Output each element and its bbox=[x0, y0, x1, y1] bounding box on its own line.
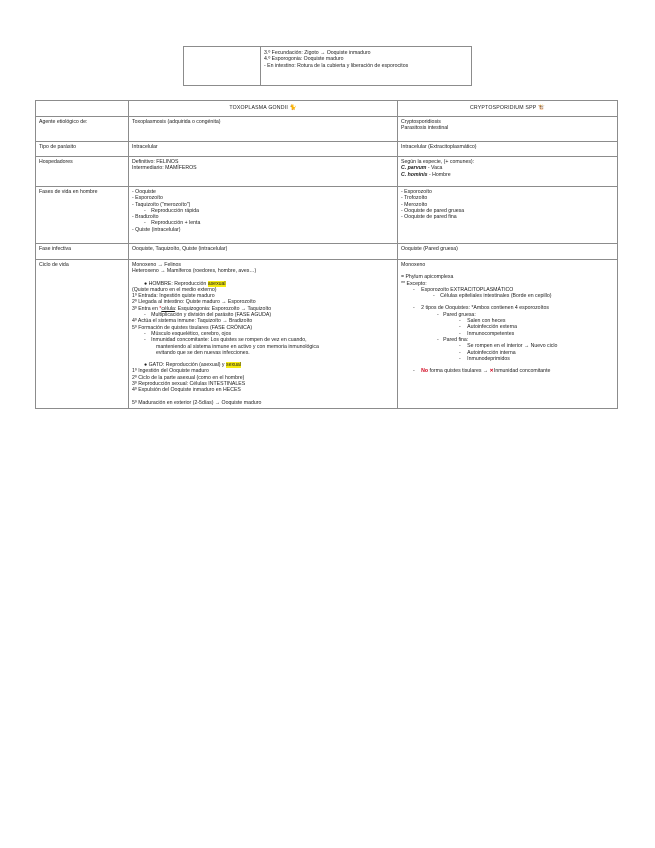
header-cryptosporidium bbox=[398, 101, 618, 117]
top-text-cell bbox=[261, 47, 472, 86]
crypto-subline: - Pared fina: bbox=[437, 336, 469, 343]
toxo-subline: - Reproducción rápida bbox=[144, 207, 200, 214]
row-hospedadores bbox=[36, 157, 618, 187]
crypto-subline: - Células epiteliales intestinales (Borde en cepillo) bbox=[433, 293, 552, 300]
toxo-line: Definitivo: FELINOS bbox=[132, 159, 179, 165]
toxo-cell bbox=[129, 244, 398, 260]
crypto-subline: - Se rompen en el interior → Nuevo ciclo bbox=[459, 343, 558, 350]
crypto-line: ** Excepto: bbox=[401, 280, 427, 287]
hombre-heading: ● HOMBRE: Reproducción asexual bbox=[144, 280, 226, 287]
header-toxoplasma bbox=[129, 101, 398, 117]
toxo-line: - Esporozoíto bbox=[132, 195, 163, 202]
cow-icon: 🐮 bbox=[537, 105, 546, 112]
crypto-subline: - No forma quistes tisulares → ✕Inmunidad concomitante bbox=[413, 368, 551, 375]
crypto-line: Ooquiste (Pared gruesa) bbox=[401, 246, 458, 252]
crypto-title: CRYPTOSPORIDIUM SPP bbox=[469, 105, 537, 112]
top-blank-cell bbox=[184, 47, 261, 86]
crypto-subline: - Pared gruesa: bbox=[437, 311, 476, 318]
no-label: No bbox=[421, 368, 429, 375]
toxo-cell bbox=[129, 117, 398, 142]
toxo-line: 5º Formación de quistes tisulares (FASE CRÓNICA) bbox=[132, 324, 253, 331]
row-label: Hospedadores bbox=[36, 157, 129, 187]
toxo-line: - Quiste (intracelular) bbox=[132, 226, 181, 233]
toxo-cell bbox=[129, 142, 398, 157]
crypto-line: - Ooquiste de pared gruesa bbox=[401, 207, 465, 214]
row-ciclo bbox=[36, 260, 618, 409]
toxo-title: TOXOPLASMA GONDII bbox=[229, 105, 288, 112]
toxo-line: 2º Ciclo de la parte asexual (como en el hombre) bbox=[132, 374, 245, 381]
toxo-line: Monoxeno → Felinos bbox=[132, 262, 182, 268]
header-blank bbox=[36, 101, 129, 117]
asexual-highlight: asexual bbox=[207, 280, 226, 287]
crypto-cell bbox=[398, 117, 618, 142]
row-label: Ciclo de vida bbox=[36, 260, 129, 409]
sexual-highlight: sexual bbox=[225, 362, 241, 369]
toxo-line: Ooquiste, Taquizoíto, Quiste (intracelular) bbox=[132, 246, 228, 252]
crypto-cell bbox=[398, 157, 618, 187]
intestino-line: - En intestino: Rotura de la cubierta y liberación de esporocitos bbox=[264, 62, 409, 69]
toxo-subline: - Multiplicación y división del parásito (FASE AGUDA) bbox=[144, 312, 272, 319]
row-fase-infectiva bbox=[36, 244, 618, 260]
toxo-subline-cont: evitando que se den nuevas infecciones. bbox=[156, 349, 250, 356]
crypto-subline: - Autoinfección interna bbox=[459, 349, 516, 356]
toxo-line: - Taquizoíto ("merozoíto") bbox=[132, 201, 191, 208]
toxo-line: 5º Maduración en exterior (2-5días) → Ooquiste maduro bbox=[132, 399, 262, 406]
toxo-line: 4º Expulsión del Ooquiste inmaduro en HECES bbox=[132, 387, 241, 394]
row-label: Fase infectiva bbox=[36, 244, 129, 260]
toxo-line: - Bradizoíto bbox=[132, 214, 159, 221]
crypto-line: - Trofozoíto bbox=[401, 195, 428, 202]
crypto-cell bbox=[398, 260, 618, 409]
row-label: Fases de vida en hombre bbox=[36, 187, 129, 244]
species-name: C. hominis bbox=[401, 171, 428, 178]
comparison-table bbox=[35, 100, 618, 409]
toxo-cell bbox=[129, 260, 398, 409]
toxo-subline-cont: manteniendo al sistema inmune en activo y con memoria inmunológica bbox=[156, 343, 319, 350]
crypto-line: Intracelular (Extracitoplasmático) bbox=[401, 144, 477, 150]
crypto-line: Monoxeno bbox=[401, 262, 426, 268]
crypto-line: - Ooquiste de pared fina bbox=[401, 214, 457, 221]
row-tipo bbox=[36, 142, 618, 157]
crypto-line: - Merozoíto bbox=[401, 201, 428, 208]
toxo-line: Toxoplasmosis (adquirida o congénita) bbox=[132, 119, 221, 125]
crypto-subline: - Salen con heces bbox=[459, 318, 506, 325]
species-host: - Hombre bbox=[428, 171, 451, 178]
toxo-cell bbox=[129, 157, 398, 187]
toxo-line: 1º Ingestión del Ooquiste maduro bbox=[132, 368, 209, 375]
row-label: Agente etiológico de: bbox=[36, 117, 129, 142]
toxo-line: Intermediario: MAMÍFEROS bbox=[132, 165, 197, 172]
bullet-icon: ● bbox=[144, 280, 148, 287]
row-label: Tipo de parásito bbox=[36, 142, 129, 157]
bullet-icon: ● bbox=[144, 362, 148, 369]
row-agente bbox=[36, 117, 618, 142]
toxo-line: 1º Entrada: Ingestión quiste maduro bbox=[132, 293, 215, 300]
species-name: C. parvum bbox=[401, 165, 427, 172]
esporogonia-line: 4.º Esporogonia: Ooquiste maduro bbox=[264, 56, 344, 63]
crypto-subline: - Inmunodeprimidos bbox=[459, 355, 510, 362]
toxo-subline: - Inmunidad concomitante: Los quistes se rompen de vez en cuando, bbox=[144, 337, 307, 344]
crypto-cell bbox=[398, 244, 618, 260]
crypto-line: Cryptosporidiosis bbox=[401, 119, 441, 125]
toxo-line: 4º Actúa el sistema inmune: Taquizoíto → Bradizoíto bbox=[132, 318, 253, 325]
species-host: - Vaca bbox=[427, 165, 443, 172]
toxo-subline: - Reproducción + lenta bbox=[144, 220, 201, 227]
crypto-subline: - 2 tipos de Ooquistes: *Ambos contienen 4 esporozoítos bbox=[413, 305, 549, 312]
row-fases bbox=[36, 187, 618, 244]
cross-icon: ✕ bbox=[489, 368, 494, 375]
toxo-line: 3º Entra en *célula: Esquizogonia: Esporozoíto → Taquizoíto bbox=[132, 305, 272, 312]
asterisk-mark: * bbox=[159, 305, 162, 312]
cat-icon: 🐈 bbox=[289, 105, 297, 112]
crypto-line bbox=[401, 172, 614, 178]
toxo-line: - Ooquiste bbox=[132, 189, 156, 195]
toxo-line: Intracelular bbox=[132, 144, 158, 150]
crypto-line: Parasitosis intestinal bbox=[401, 125, 449, 132]
crypto-line: Según la especie, (+ comunes): bbox=[401, 159, 475, 165]
toxo-cell bbox=[129, 187, 398, 244]
toxo-line: 2º Llegada al intestino: Quiste maduro → Esporozoíto bbox=[132, 299, 256, 306]
crypto-subline: - Inmunocompetentes bbox=[459, 330, 515, 337]
crypto-line: = Phylum apicomplexa bbox=[401, 274, 454, 281]
toxo-subline: - Músculo esquelético, cerebro, ojos bbox=[144, 330, 232, 337]
top-summary-table bbox=[183, 46, 472, 86]
crypto-line: - Esporozoíto bbox=[401, 189, 432, 195]
crypto-cell bbox=[398, 142, 618, 157]
crypto-cell bbox=[398, 187, 618, 244]
header-row bbox=[36, 101, 618, 117]
toxo-line: Heteroxeno → Mamíferos (roedores, hombre, aves…) bbox=[132, 268, 257, 275]
toxo-line: 3º Reproducción sexual: Células INTESTINALES bbox=[132, 381, 246, 388]
crypto-subline: - Esporozoíto EXTRACITOPLASMÁTICO bbox=[413, 286, 514, 293]
fecundacion-line: 3.º Fecundación: Zigoto → Ooquiste inmaduro bbox=[264, 50, 371, 56]
crypto-subline: - Autoinfección externa bbox=[459, 324, 518, 331]
gato-heading: ● GATO: Reproducción (asexual) y sexual bbox=[144, 362, 241, 369]
toxo-line: (Quiste maduro en el medio externo) bbox=[132, 286, 217, 293]
